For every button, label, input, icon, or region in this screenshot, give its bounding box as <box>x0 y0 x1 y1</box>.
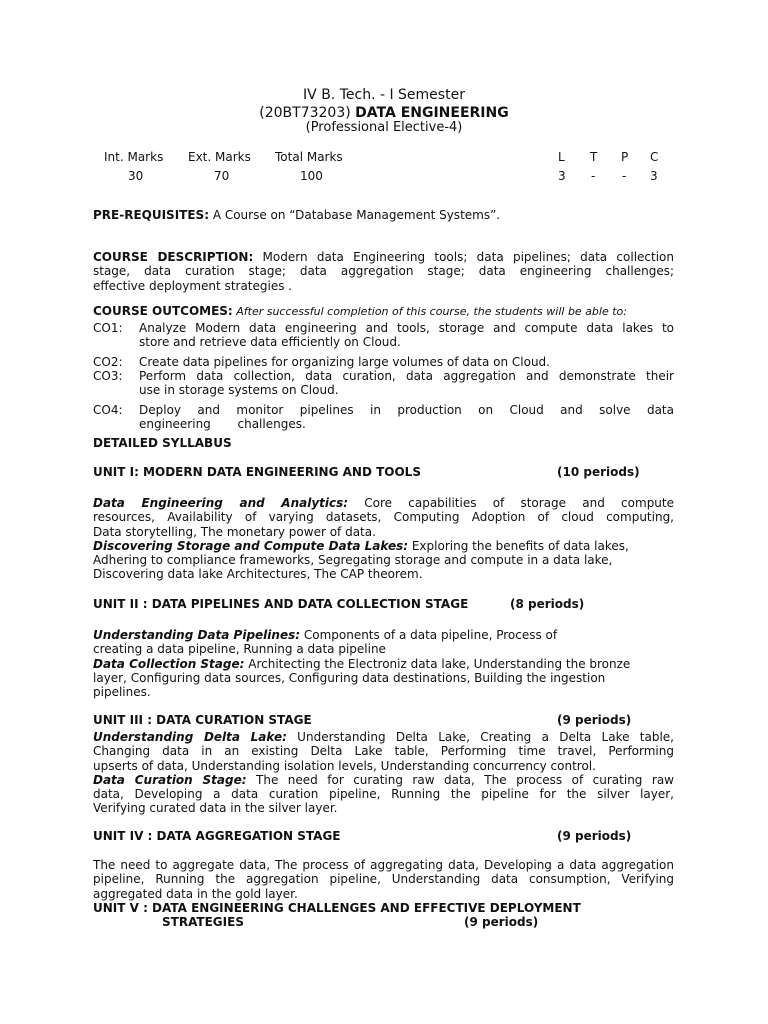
course-title: (20BT73203) DATA ENGINEERING <box>259 105 509 121</box>
marks-value-int: 30 <box>128 169 144 183</box>
co2-text: Create data pipelines for organizing large volumes of data on Cloud. <box>139 355 550 369</box>
unit-2-content: Understanding Data Pipelines: Components of a data pipeline, Process of creating a data pipeline, Running a data pipeline Data Collection Stage: Architecting the Electroniz data lake, Understanding the bronze layer, Configuring data sources, Configuring data destinations, Building the ingestion pipelines. <box>93 628 631 700</box>
marks-header-ext: Ext. Marks <box>188 150 251 164</box>
marks-header-l: L <box>558 150 565 164</box>
elective-subtitle: (Professional Elective-4) <box>305 120 463 135</box>
co1-text: Analyze Modern data engineering and tools, storage and compute data lakes to store and retrieve data efficiently on Cloud. <box>139 321 674 349</box>
unit-1-title: UNIT I: MODERN DATA ENGINEERING AND TOOLS <box>93 465 421 479</box>
semester-title: IV B. Tech. - I Semester <box>303 87 465 103</box>
unit-4-content: The need to aggregate data, The process of aggregating data, Developing a data aggregation pipeline, Running the aggregation pipeline, Understanding data consumption, Verifying aggregated data in the gold layer. <box>93 858 674 901</box>
marks-value-c: 3 <box>650 169 658 183</box>
course-outcomes-heading: COURSE OUTCOMES: After successful completion of this course, the students will be able to: <box>93 304 627 318</box>
unit-3-periods: (9 periods) <box>557 713 632 727</box>
unit-5-title-continued: STRATEGIES <box>162 915 244 929</box>
marks-header-int: Int. Marks <box>104 150 164 164</box>
marks-header-total: Total Marks <box>275 150 343 164</box>
co1-label: CO1: <box>93 321 123 335</box>
marks-value-ext: 70 <box>214 169 230 183</box>
detailed-syllabus-heading: DETAILED SYLLABUS <box>93 436 232 450</box>
marks-value-p: - <box>622 169 627 183</box>
unit-5-periods: (9 periods) <box>464 915 539 929</box>
unit-2-periods: (8 periods) <box>510 597 585 611</box>
unit-3-title: UNIT III : DATA CURATION STAGE <box>93 713 312 727</box>
co4-label: CO4: <box>93 403 123 417</box>
unit-4-periods: (9 periods) <box>557 829 632 843</box>
marks-header-p: P <box>621 150 629 164</box>
course-description: COURSE DESCRIPTION: Modern data Engineering tools; data pipelines; data collection stage, data curation stage; data aggregation stage; data engineering challenges; effective deployment strategies . <box>93 250 674 293</box>
marks-value-l: 3 <box>558 169 566 183</box>
unit-1-content: Data Engineering and Analytics: Core capabilities of storage and compute resources, Availability of varying datasets, Computing Adoption of cloud computing, Data storytelling, The monetary power of data. Discovering Storage and Compute Data Lakes: Exploring the benefits of data lakes, Adhering to compliance frameworks, Segregating storage and compute in a data lake, Discovering data lake Architectures, The CAP theorem. <box>93 496 675 582</box>
marks-value-total: 100 <box>300 169 323 183</box>
prerequisites: PRE-REQUISITES: A Course on “Database Management Systems”. <box>93 208 501 222</box>
unit-3-content: Understanding Delta Lake: Understanding Delta Lake, Creating a Delta Lake table, Changing data in an existing Delta Lake table, Performing time travel, Performing upserts of data, Understanding isolation levels, Understanding concurrency control. Data Curation Stage: The need for curating raw data, The process of curating raw data, Developing a data curation pipeline, Running the pipeline for the silver layer, Verifying curated data in the silver layer. <box>93 730 674 816</box>
unit-2-title: UNIT II : DATA PIPELINES AND DATA COLLECTION STAGE <box>93 597 469 611</box>
co3-label: CO3: <box>93 369 123 383</box>
co3-text: Perform data collection, data curation, data aggregation and demonstrate their use in storage systems on Cloud. <box>139 369 674 397</box>
unit-1-periods: (10 periods) <box>557 465 640 479</box>
marks-header-c: C <box>650 150 659 164</box>
unit-4-title: UNIT IV : DATA AGGREGATION STAGE <box>93 829 341 843</box>
co2-label: CO2: <box>93 355 123 369</box>
unit-5-title: UNIT V : DATA ENGINEERING CHALLENGES AND EFFECTIVE DEPLOYMENT <box>93 901 581 915</box>
marks-value-t: - <box>591 169 596 183</box>
marks-header-t: T <box>590 150 598 164</box>
co4-text: Deploy and monitor pipelines in production on Cloud and solve data engineering challenges. <box>139 403 674 431</box>
